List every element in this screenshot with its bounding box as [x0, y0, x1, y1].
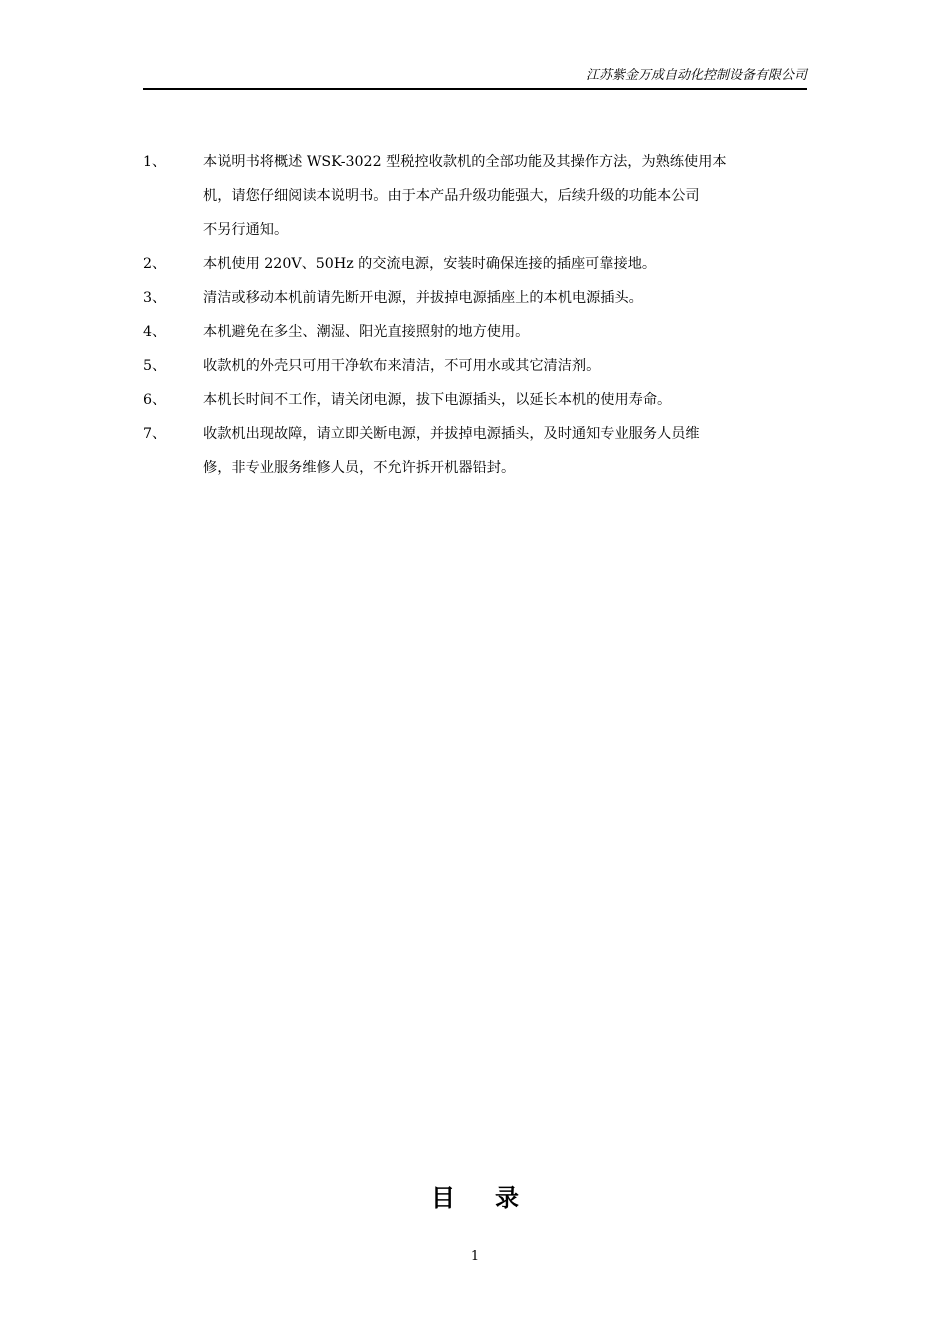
notice-item	[143, 145, 807, 247]
notice-number: 3、	[143, 290, 167, 306]
notice-number: 6、	[143, 392, 167, 408]
notice-list	[143, 145, 807, 485]
notice-item	[143, 349, 807, 383]
page-header	[143, 66, 807, 90]
notice-text-line: 清洁或移动本机前请先断开电源，并拔掉电源插座上的本机电源插头。	[203, 290, 643, 306]
notice-text-line: 本说明书将概述 WSK-3022 型税控收款机的全部功能及其操作方法，为熟练使用本	[203, 154, 727, 170]
notice-text-line: 本机长时间不工作，请关闭电源，拔下电源插头，以延长本机的使用寿命。	[203, 392, 672, 408]
notice-item	[143, 383, 807, 417]
toc-title: 目录	[431, 1183, 559, 1212]
header-company-name: 江苏紫金万成自动化控制设备有限公司	[585, 68, 807, 83]
page-number: 1	[470, 1249, 480, 1264]
notice-text-line: 收款机出现故障，请立即关断电源，并拔掉电源插头，及时通知专业服务人员维	[203, 426, 700, 442]
notice-text-line: 本机使用 220V、50Hz 的交流电源，安装时确保连接的插座可靠接地。	[203, 256, 657, 272]
notice-number: 1、	[143, 154, 167, 170]
notice-number: 4、	[143, 324, 167, 340]
notice-number: 2、	[143, 256, 167, 272]
notice-text-line: 收款机的外壳只可用干净软布来清洁，不可用水或其它清洁剂。	[203, 358, 601, 374]
notice-text-line: 不另行通知。	[203, 222, 289, 238]
notice-item	[143, 315, 807, 349]
notice-item	[143, 281, 807, 315]
notice-text-line: 本机避免在多尘、潮湿、阳光直接照射的地方使用。	[203, 324, 530, 340]
notice-number: 5、	[143, 358, 167, 374]
notice-text-line: 机，请您仔细阅读本说明书。由于本产品升级功能强大，后续升级的功能本公司	[203, 188, 700, 204]
notice-number: 7、	[143, 426, 167, 442]
notice-item	[143, 247, 807, 281]
notice-item	[143, 417, 807, 485]
notice-text-line: 修，非专业服务维修人员，不允许拆开机器铅封。	[203, 460, 516, 476]
